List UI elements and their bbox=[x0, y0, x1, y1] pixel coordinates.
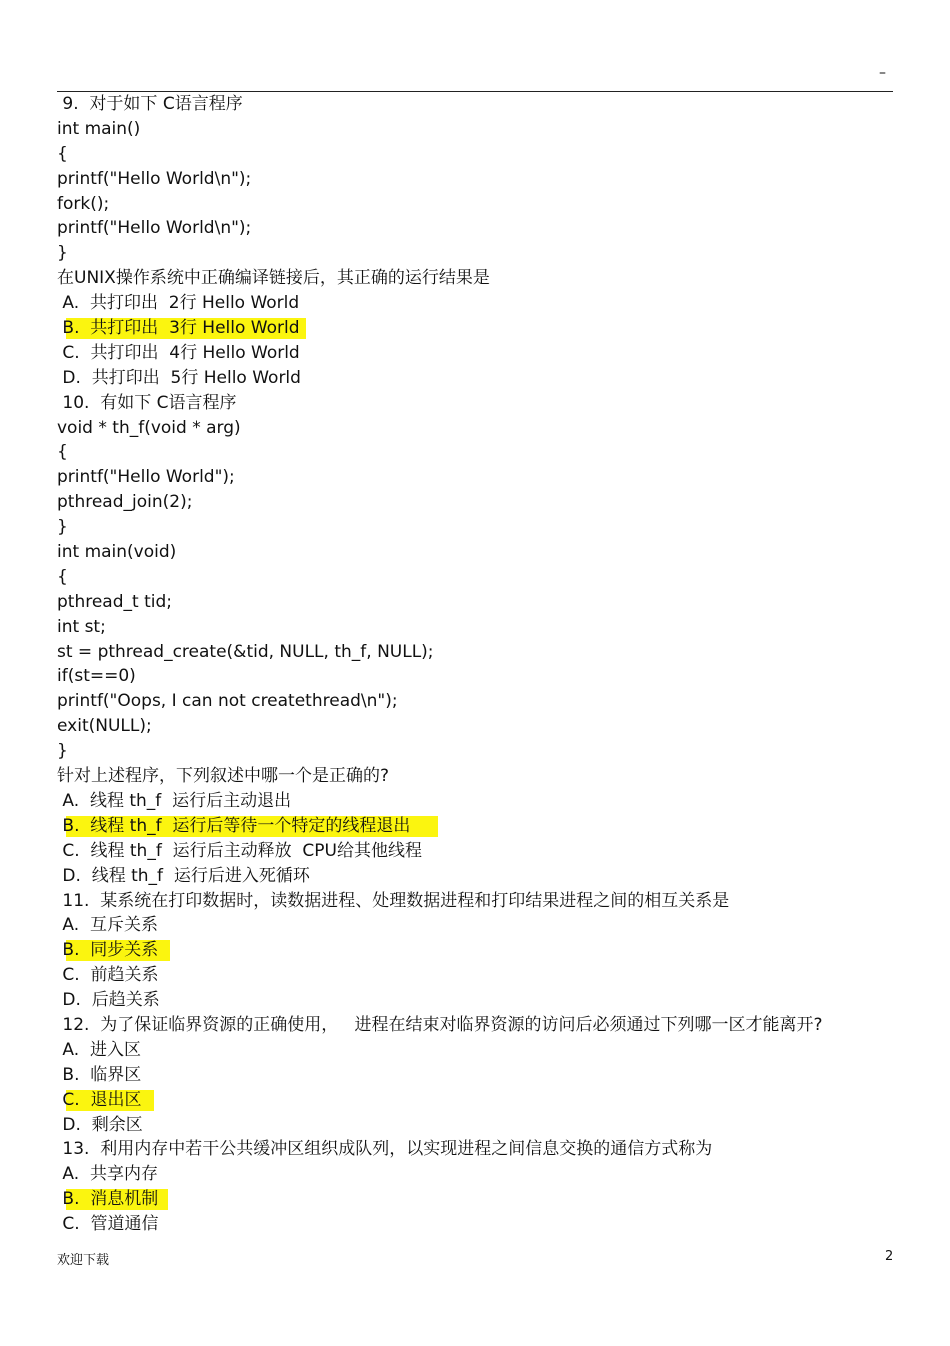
highlighted-answer-line bbox=[57, 814, 893, 839]
line-text: C. 共打印出 4行 Hello World bbox=[57, 342, 300, 363]
line-text: D. 线程 th_f 运行后进入死循环 bbox=[57, 865, 310, 886]
line-text: } bbox=[57, 741, 68, 762]
document-line bbox=[57, 366, 893, 391]
document-line bbox=[57, 664, 893, 689]
highlighted-answer-line bbox=[57, 1088, 893, 1113]
document-line bbox=[57, 889, 893, 914]
document-line bbox=[57, 540, 893, 565]
line-text: B. 共打印出 3行 Hello World bbox=[57, 318, 300, 339]
document-line bbox=[57, 1162, 893, 1187]
line-text: { bbox=[57, 143, 68, 164]
line-text: D. 后趋关系 bbox=[57, 990, 160, 1011]
document-line bbox=[57, 1038, 893, 1063]
document-line bbox=[57, 963, 893, 988]
document-line bbox=[57, 988, 893, 1013]
line-text: A. 共享内存 bbox=[57, 1164, 158, 1185]
line-text: C. 前趋关系 bbox=[57, 965, 159, 986]
line-text: 10. 有如下 C语言程序 bbox=[57, 392, 237, 413]
document-line bbox=[57, 291, 893, 316]
line-text: } bbox=[57, 243, 68, 264]
line-text: A. 线程 th_f 运行后主动退出 bbox=[57, 790, 292, 811]
document-line bbox=[57, 241, 893, 266]
document-line bbox=[57, 714, 893, 739]
document-line bbox=[57, 142, 893, 167]
line-text: st = pthread_create(&tid, NULL, th_f, NULL); bbox=[57, 641, 434, 662]
line-text: 针对上述程序，下列叙述中哪一个是正确的? bbox=[57, 766, 390, 787]
document-line bbox=[57, 615, 893, 640]
line-text: printf("Hello World\n"); bbox=[57, 168, 252, 189]
document-line bbox=[57, 117, 893, 142]
document-line bbox=[57, 1063, 893, 1088]
line-text: B. 消息机制 bbox=[57, 1189, 159, 1210]
line-text: int st; bbox=[57, 616, 106, 637]
document-line bbox=[57, 590, 893, 615]
line-text: 11. 某系统在打印数据时，读数据进程、处理数据进程和打印结果进程之间的相互关系是 bbox=[57, 890, 730, 911]
document-line bbox=[57, 192, 893, 217]
line-text: printf("Oops, I can not createthread\n"); bbox=[57, 691, 398, 712]
document-line bbox=[57, 266, 893, 291]
document-line bbox=[57, 1013, 893, 1038]
document-line bbox=[57, 764, 893, 789]
line-text: 9. 对于如下 C语言程序 bbox=[57, 94, 243, 114]
line-text: fork(); bbox=[57, 193, 110, 214]
document-line bbox=[57, 465, 893, 490]
document-line bbox=[57, 789, 893, 814]
document-line bbox=[57, 391, 893, 416]
document-line bbox=[57, 739, 893, 764]
page-number: 2 bbox=[885, 1249, 894, 1264]
document-line bbox=[57, 689, 893, 714]
document-line bbox=[57, 640, 893, 665]
document-line bbox=[57, 416, 893, 441]
line-text: printf("Hello World"); bbox=[57, 467, 235, 488]
document-line bbox=[57, 565, 893, 590]
line-text: B. 同步关系 bbox=[57, 940, 159, 961]
line-text: exit(NULL); bbox=[57, 716, 152, 737]
line-text: printf("Hello World\n"); bbox=[57, 218, 252, 239]
document-line bbox=[57, 864, 893, 889]
footer-text: 欢迎下载 bbox=[57, 1253, 110, 1268]
line-text: { bbox=[57, 442, 68, 463]
highlighted-answer-line bbox=[57, 938, 893, 963]
line-text: A. 共打印出 2行 Hello World bbox=[57, 293, 300, 314]
line-text: 13. 利用内存中若干公共缓冲区组织成队列，以实现进程之间信息交换的通信方式称为 bbox=[57, 1139, 713, 1160]
line-text: 在UNIX操作系统中正确编译链接后，其正确的运行结果是 bbox=[57, 268, 490, 289]
document-line bbox=[57, 490, 893, 515]
document-line bbox=[57, 341, 893, 366]
line-text: void * th_f(void * arg) bbox=[57, 417, 241, 438]
line-text: B. 临界区 bbox=[57, 1064, 142, 1085]
document-line bbox=[57, 167, 893, 192]
line-text: int main(void) bbox=[57, 542, 177, 563]
line-text: 12. 为了保证临界资源的正确使用， 进程在结束对临界资源的访问后必须通过下列哪一区才能离开? bbox=[57, 1014, 823, 1035]
line-text: int main() bbox=[57, 118, 141, 139]
line-text: D. 共打印出 5行 Hello World bbox=[57, 367, 301, 388]
line-text: D. 剩余区 bbox=[57, 1114, 143, 1135]
document-line bbox=[57, 216, 893, 241]
document-line bbox=[57, 913, 893, 938]
highlighted-answer-line bbox=[57, 1187, 893, 1212]
line-text: { bbox=[57, 566, 68, 587]
line-text: C. 线程 th_f 运行后主动释放 CPU给其他线程 bbox=[57, 840, 422, 861]
document-line bbox=[57, 92, 893, 117]
line-text: C. 退出区 bbox=[57, 1089, 142, 1110]
line-text: A. 互斥关系 bbox=[57, 915, 158, 936]
line-text: A. 进入区 bbox=[57, 1039, 141, 1060]
line-text: B. 线程 th_f 运行后等待一个特定的线程退出 bbox=[57, 815, 411, 836]
highlighted-answer-line bbox=[57, 316, 893, 341]
document-line bbox=[57, 839, 893, 864]
line-text: pthread_t tid; bbox=[57, 591, 172, 612]
line-text: pthread_join(2); bbox=[57, 492, 193, 513]
header-mark: – bbox=[879, 65, 886, 81]
line-text: if(st==0) bbox=[57, 666, 136, 687]
document-line bbox=[57, 1113, 893, 1138]
line-text: C. 管道通信 bbox=[57, 1214, 159, 1235]
document-line bbox=[57, 440, 893, 465]
line-text: } bbox=[57, 517, 68, 538]
document-line bbox=[57, 1137, 893, 1162]
document-body bbox=[57, 92, 893, 1237]
document-line bbox=[57, 515, 893, 540]
document-line bbox=[57, 1212, 893, 1237]
